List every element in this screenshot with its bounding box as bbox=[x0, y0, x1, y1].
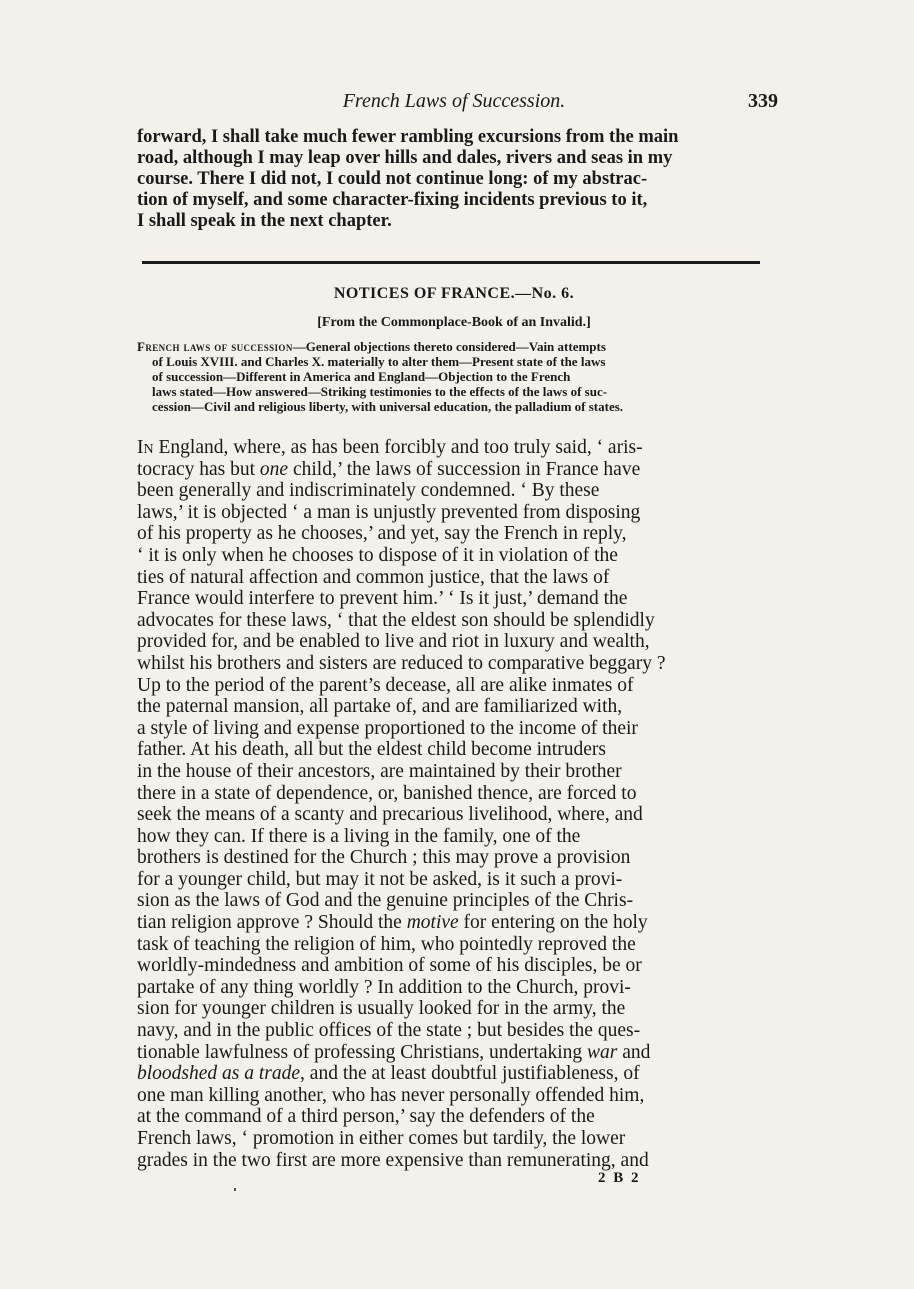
summary-lead: French laws of succession bbox=[137, 339, 293, 354]
notice-summary bbox=[137, 339, 779, 414]
body-line: French laws, ‘ promotion in either comes but tardily, the lower bbox=[137, 1128, 626, 1149]
emphasis: one bbox=[259, 458, 289, 480]
intro-line: I shall speak in the next chapter. bbox=[137, 211, 392, 231]
summary-line: laws stated—How answered—Striking testimonies to the effects of the laws of suc- bbox=[152, 384, 608, 399]
running-title: French Laws of Succession. bbox=[342, 90, 566, 112]
summary-line: of succession—Different in America and England—Objection to the French bbox=[152, 369, 571, 384]
summary-text: —General objections thereto considered—Vain attempts bbox=[292, 339, 606, 354]
body-line: grades in the two first are more expensive than remunerating, and bbox=[137, 1149, 649, 1171]
body-line: of his property as he chooses,’ and yet, say the French in reply, bbox=[137, 523, 627, 545]
body-line: bloodshed as a trade, and the at least doubtful justifiableness, of bbox=[137, 1063, 640, 1085]
body-line: sion as the laws of God and the genuine principles of the Chris- bbox=[137, 890, 634, 912]
body-line: in the house of their ancestors, are maintained by their brother bbox=[137, 760, 622, 782]
intro-line: tion of myself, and some character-fixing incidents previous to it, bbox=[137, 190, 648, 210]
body-line: at the command of a third person,’ say the defenders of the bbox=[137, 1106, 595, 1128]
summary-line: cession—Civil and religious liberty, with universal education, the palladium of states. bbox=[152, 399, 624, 414]
emphasis: bloodshed as a trade bbox=[137, 1063, 301, 1085]
dropcap: In bbox=[137, 437, 154, 458]
body-line: a style of living and expense proportioned to the income of their bbox=[137, 717, 638, 739]
body-line: whilst his brothers and sisters are reduced to comparative beggary ? bbox=[137, 652, 666, 674]
body-line: ties of natural affection and common justice, that the laws of bbox=[137, 566, 610, 588]
body-line: sion for younger children is usually looked for in the army, the bbox=[137, 998, 626, 1020]
body-line: France would interfere to prevent him.’ ‘ Is it just,’ demand the bbox=[137, 588, 628, 610]
intro-line: road, although I may leap over hills and dales, rivers and seas in my bbox=[137, 148, 673, 168]
body-text bbox=[137, 437, 777, 1171]
body-line: In England, where, as has been forcibly and too truly said, ‘ aris- bbox=[137, 437, 643, 458]
page-number: 339 bbox=[748, 90, 778, 112]
printer-signature: 2 B 2 bbox=[598, 1170, 641, 1186]
body-line: tionable lawfulness of professing Christians, undertaking war and bbox=[137, 1041, 651, 1063]
body-line: worldly-mindedness and ambition of some of his disciples, be or bbox=[137, 955, 642, 977]
intro-line: forward, I shall take much fewer rambling excursions from the main bbox=[137, 127, 679, 147]
body-line: partake of any thing worldly ? In addition to the Church, provi- bbox=[137, 976, 631, 998]
ink-speck bbox=[234, 1188, 236, 1191]
body-line: advocates for these laws, ‘ that the eldest son should be splendidly bbox=[137, 609, 655, 631]
body-line: tian religion approve ? Should the motive for entering on the holy bbox=[137, 912, 648, 934]
body-line: provided for, and be enabled to live and riot in luxury and wealth, bbox=[137, 631, 650, 653]
body-line: for a younger child, but may it not be asked, is it such a provi- bbox=[137, 868, 623, 890]
emphasis: war bbox=[587, 1041, 618, 1063]
section-divider bbox=[142, 261, 760, 264]
body-line: Up to the period of the parent’s decease, all are alike inmates of bbox=[137, 674, 634, 696]
body-line: task of teaching the religion of him, who pointedly reproved the bbox=[137, 933, 636, 955]
intro-paragraph bbox=[137, 127, 777, 232]
summary-line bbox=[137, 339, 779, 354]
body-line: one man killing another, who has never personally offended him, bbox=[137, 1084, 645, 1106]
emphasis: motive bbox=[406, 912, 459, 934]
body-line: seek the means of a scanty and precarious livelihood, where, and bbox=[137, 804, 643, 826]
body-line: been generally and indiscriminately condemned. ‘ By these bbox=[137, 480, 600, 502]
notice-source: [From the Commonplace-Book of an Invalid.] bbox=[317, 315, 591, 330]
body-line: ‘ it is only when he chooses to dispose of it in violation of the bbox=[137, 544, 618, 566]
body-line: laws,’ it is objected ‘ a man is unjustly prevented from disposing bbox=[137, 501, 641, 523]
body-line: father. At his death, all but the eldest child become intruders bbox=[137, 739, 606, 761]
summary-line: of Louis XVIII. and Charles X. materially to alter them—Present state of the laws bbox=[152, 354, 606, 369]
body-line: the paternal mansion, all partake of, and are familiarized with, bbox=[137, 696, 623, 718]
body-line: there in a state of dependence, or, banished thence, are forced to bbox=[137, 782, 637, 804]
body-line: tocracy has but one child,’ the laws of succession in France have bbox=[137, 458, 641, 480]
body-line: navy, and in the public offices of the state ; but besides the ques- bbox=[137, 1020, 641, 1042]
running-head bbox=[130, 88, 778, 118]
intro-line: course. There I did not, I could not continue long: of my abstrac- bbox=[137, 169, 648, 189]
notice-title: NOTICES OF FRANCE.—No. 6. bbox=[333, 285, 575, 302]
body-line: how they can. If there is a living in the family, one of the bbox=[137, 825, 581, 847]
body-line: brothers is destined for the Church ; this may prove a provision bbox=[137, 847, 631, 869]
